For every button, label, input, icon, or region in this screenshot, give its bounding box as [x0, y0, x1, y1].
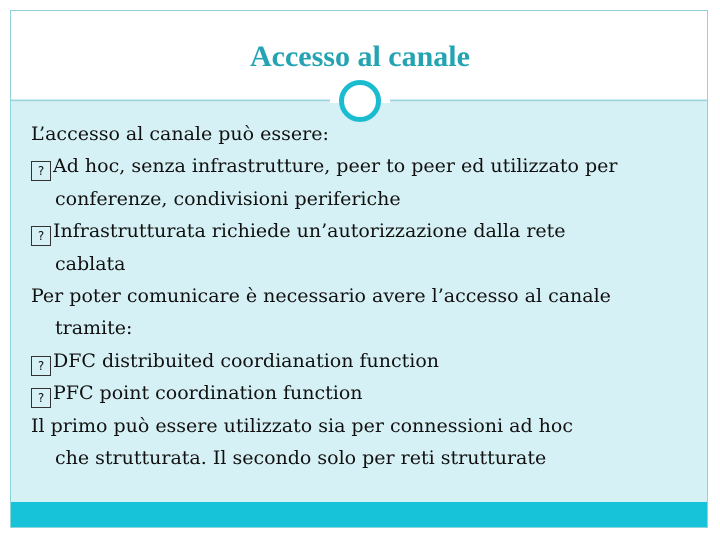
bottom-bar	[11, 502, 707, 527]
line-per-poter: Per poter comunicare è necessario avere l’accesso al canale	[31, 285, 611, 308]
line-per-poter-cont: tramite:	[55, 317, 133, 340]
line-primo-cont: che strutturata. Il secondo solo per reti strutturate	[55, 447, 547, 470]
missing-glyph-icon: ?	[31, 226, 51, 246]
bullet-infra: ? Infrastrutturata richiede un’autorizzazione dalla rete	[31, 215, 701, 247]
body-text	[31, 118, 701, 474]
line-primo: Il primo può essere utilizzato sia per connessioni ad hoc	[31, 414, 573, 437]
bullet-adhoc-cont: conferenze, condivisioni periferiche	[55, 187, 401, 210]
slide-title: Accesso al canale	[250, 40, 470, 73]
bullet-adhoc: ? Ad hoc, senza infrastrutture, peer to peer ed utilizzato per	[31, 150, 701, 182]
bullet-dfc: ? DFC distribuited coordianation function	[31, 345, 701, 377]
missing-glyph-icon: ?	[31, 161, 51, 181]
circle-ornament-icon	[339, 80, 381, 122]
missing-glyph-icon: ?	[31, 388, 51, 408]
bullet-pfc: ? PFC point coordination function	[31, 377, 701, 409]
line-intro: L’accesso al canale può essere:	[31, 123, 329, 145]
bullet-infra-cont: cablata	[55, 252, 126, 275]
missing-glyph-icon: ?	[31, 356, 51, 376]
